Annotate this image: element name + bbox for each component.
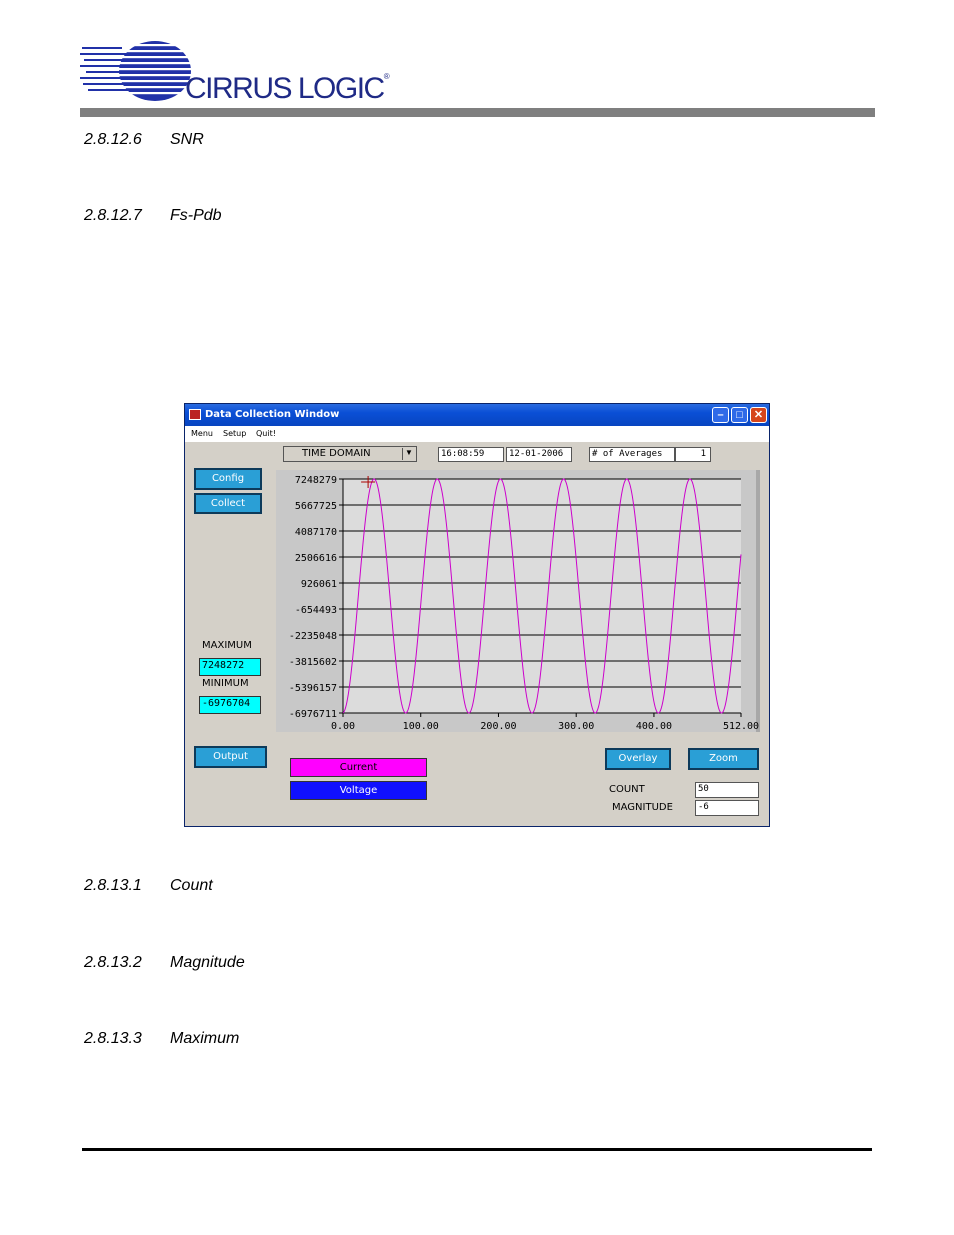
- x-tick-label: 0.00: [330, 721, 356, 732]
- time-field: 16:08:59: [438, 447, 504, 462]
- section-title: SNR: [170, 131, 204, 148]
- plot-area: [276, 470, 760, 732]
- chevron-down-icon[interactable]: ▼: [402, 448, 415, 460]
- section-title: Maximum: [170, 1030, 240, 1047]
- close-icon[interactable]: ✕: [750, 407, 767, 423]
- y-tick-label: 2506616: [294, 553, 337, 564]
- date-field: 12-01-2006: [506, 447, 572, 462]
- overlay-button[interactable]: Overlay: [605, 748, 671, 770]
- section-heading: [84, 131, 204, 149]
- domain-select-value: TIME DOMAIN: [302, 448, 371, 459]
- window-titlebar[interactable]: [185, 404, 769, 426]
- averages-input[interactable]: 1: [675, 447, 711, 462]
- section-title: Fs-Pdb: [170, 207, 222, 224]
- data-collection-window: [184, 403, 770, 827]
- section-number: 2.8.13.3: [84, 1030, 142, 1047]
- plot-scroll-edge: [756, 470, 760, 732]
- y-tick-label: 7248279: [294, 475, 337, 486]
- section-heading: [84, 954, 245, 972]
- minimize-icon[interactable]: –: [712, 407, 729, 423]
- maximum-readout: 7248272: [199, 658, 261, 676]
- menu-bar: [185, 426, 769, 442]
- y-tick-label: 4087170: [294, 527, 337, 538]
- x-tick-label: 200.00: [480, 721, 517, 732]
- section-title: Magnitude: [170, 954, 245, 971]
- y-tick-label: -5396157: [288, 683, 337, 694]
- menu-item-menu[interactable]: Menu: [191, 429, 213, 438]
- y-tick-label: -2235048: [288, 631, 337, 642]
- registered-mark: ®: [383, 72, 389, 81]
- x-tick-label: 512.00: [722, 721, 760, 732]
- minimum-readout: -6976704: [199, 696, 261, 714]
- y-tick-label: 5667725: [294, 501, 337, 512]
- minimum-label: MINIMUM: [202, 678, 249, 689]
- menu-item-quit[interactable]: Quit!: [256, 429, 276, 438]
- section-number: 2.8.13.2: [84, 954, 142, 971]
- count-input[interactable]: 50: [695, 782, 759, 798]
- config-button[interactable]: Config: [194, 468, 262, 490]
- current-channel-button[interactable]: Current: [290, 758, 427, 777]
- maximum-label: MAXIMUM: [202, 640, 252, 651]
- section-title: Count: [170, 877, 213, 894]
- section-number: 2.8.13.1: [84, 877, 142, 894]
- magnitude-label: MAGNITUDE: [612, 802, 673, 813]
- footer-rule: [82, 1148, 872, 1151]
- x-tick-label: 300.00: [558, 721, 595, 732]
- domain-select[interactable]: [283, 446, 417, 462]
- section-number: 2.8.12.7: [84, 207, 142, 224]
- x-tick-label: 400.00: [635, 721, 672, 732]
- section-number: 2.8.12.6: [84, 131, 142, 148]
- app-icon: [189, 409, 201, 420]
- count-label: COUNT: [609, 784, 645, 795]
- maximize-icon[interactable]: □: [731, 407, 748, 423]
- x-tick-label: 100.00: [402, 721, 439, 732]
- menu-item-setup[interactable]: Setup: [223, 429, 247, 438]
- waveform-chart: [276, 470, 760, 732]
- magnitude-input[interactable]: -6: [695, 800, 759, 816]
- y-tick-label: 926061: [300, 579, 337, 590]
- y-tick-label: -3815602: [288, 657, 337, 668]
- output-button[interactable]: Output: [194, 746, 267, 768]
- y-tick-label: -654493: [294, 605, 337, 616]
- plot-background: [343, 479, 741, 713]
- voltage-channel-button[interactable]: Voltage: [290, 781, 427, 800]
- section-heading: [84, 1030, 239, 1048]
- cirrus-logo-icon: [80, 38, 192, 104]
- section-heading: [84, 207, 222, 225]
- collect-button[interactable]: Collect: [194, 493, 262, 514]
- averages-label: # of Averages: [589, 447, 675, 462]
- zoom-button[interactable]: Zoom: [688, 748, 759, 770]
- window-title: Data Collection Window: [205, 409, 340, 420]
- section-heading: [84, 877, 213, 895]
- header-rule: [80, 108, 875, 117]
- logo-text: [185, 72, 388, 106]
- y-tick-label: -6976711: [288, 709, 337, 720]
- logo-wordmark: CIRRUS LOGIC: [185, 72, 384, 105]
